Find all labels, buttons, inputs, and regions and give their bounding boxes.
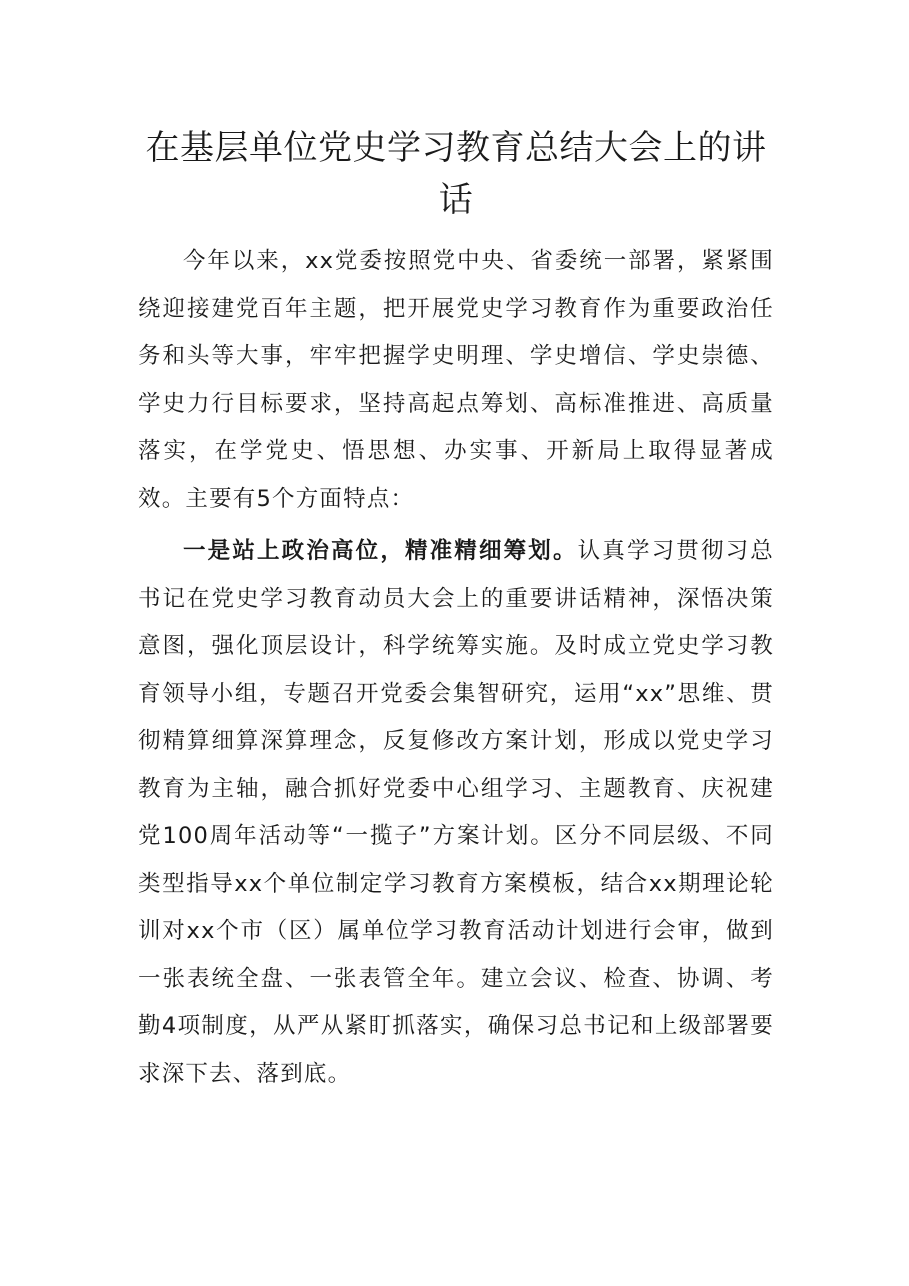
paragraph-intro: [138, 238, 774, 523]
document-title: 在基层单位党史学习教育总结大会上的讲话: [145, 128, 767, 220]
paragraph-point-one: [138, 528, 774, 1098]
paragraph-point-one-heading: 一是站上政治高位，精准精细筹划。: [183, 538, 578, 564]
document-body: [138, 238, 774, 1098]
paragraph-point-one-text: 认真学习贯彻习总书记在党史学习教育动员大会上的重要讲话精神，深悟决策意图，强化顶层设计，科学统筹实施。及时成立党史学习教育领导小组，专题召开党委会集智研究，运用“xx”思维、贯彻精算细算深算理念，反复修改方案计划，形成以党史学习教育为主轴，融合抓好党委中心组学习、主题教育、庆祝建党100周年活动等“一揽子”方案计划。区分不同层级、不同类型指导xx个单位制定学习教育方案模板，结合xx期理论轮训对xx个市（区）属单位学习教育活动计划进行会审，做到一张表统全盘、一张表管全年。建立会议、检查、协调、考勤4项制度，从严从紧盯抓落实，确保习总书记和上级部署要求深下去、落到底。: [138, 538, 774, 1087]
paragraph-intro-text: 今年以来，xx党委按照党中央、省委统一部署，紧紧围绕迎接建党百年主题，把开展党史学习教育作为重要政治任务和头等大事，牢牢把握学史明理、学史增信、学史崇德、学史力行目标要求，坚持高起点筹划、高标准推进、高质量落实，在学党史、悟思想、办实事、开新局上取得显著成效。主要有5个方面特点：: [138, 248, 774, 512]
